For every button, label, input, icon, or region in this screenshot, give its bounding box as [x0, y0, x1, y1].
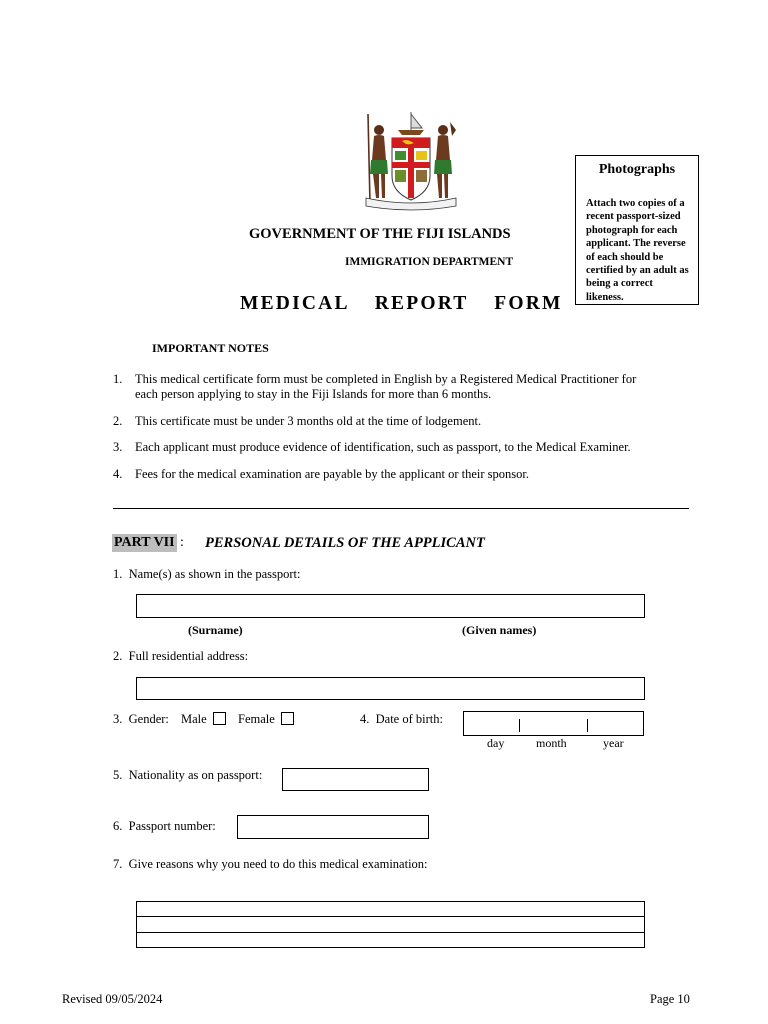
photographs-instructions: Attach two copies of a recent passport-sized photograph for each applicant. The reverse of each should be certified by an adult as being a correct likeness. [586, 198, 689, 303]
male-label: Male [181, 712, 207, 726]
department-heading: IMMIGRATION DEPARTMENT [345, 256, 514, 268]
section-divider [113, 508, 689, 509]
page-number: Page 10 [650, 992, 690, 1006]
date-separator [587, 719, 588, 732]
male-checkbox[interactable] [213, 712, 226, 725]
note-number: 2. [113, 414, 123, 428]
question-passport-number: 6. Passport number: [113, 819, 216, 833]
date-of-birth-input[interactable] [463, 711, 644, 736]
month-label: month [536, 736, 567, 750]
date-separator [519, 719, 520, 732]
note-number: 3. [113, 440, 123, 454]
question-name: 1. Name(s) as shown in the passport: [113, 567, 301, 581]
given-names-label: (Given names) [462, 623, 537, 637]
photographs-box[interactable] [575, 155, 699, 305]
reasons-input[interactable] [136, 901, 645, 948]
address-input[interactable] [136, 677, 645, 700]
note-number: 1. [113, 372, 123, 386]
reasons-line [136, 916, 645, 917]
question-reasons: 7. Give reasons why you need to do this medical examination: [113, 857, 428, 871]
form-title: MEDICAL REPORT FORM [240, 293, 563, 314]
year-label: year [603, 736, 624, 750]
passport-number-input[interactable] [237, 815, 429, 839]
photographs-title: Photographs [598, 162, 676, 177]
female-label: Female [238, 712, 275, 726]
nationality-input[interactable] [282, 768, 429, 791]
question-date-of-birth: 4. Date of birth: [360, 712, 443, 726]
part-colon: : [180, 535, 184, 550]
note-text: This certificate must be under 3 months old at the time of lodgement. [135, 414, 482, 428]
note-text: Fees for the medical examination are payable by the applicant or their sponsor. [135, 467, 529, 481]
female-checkbox[interactable] [281, 712, 294, 725]
name-input[interactable] [136, 594, 645, 618]
note-text: This medical certificate form must be completed in English by a Registered Medical Practitioner for each person applying to stay in the Fiji Islands for more than 6 months. [135, 372, 637, 401]
revised-date: Revised 09/05/2024 [62, 992, 163, 1006]
reasons-line [136, 932, 645, 933]
day-label: day [487, 736, 505, 750]
question-address: 2. Full residential address: [113, 649, 249, 663]
coat-of-arms-emblem [362, 108, 460, 212]
question-gender: 3. Gender: [113, 712, 169, 726]
note-text: Each applicant must produce evidence of identification, such as passport, to the Medical Examiner. [135, 440, 631, 454]
question-nationality: 5. Nationality as on passport: [113, 768, 263, 782]
government-heading: GOVERNMENT OF THE FIJI ISLANDS [249, 226, 511, 242]
part-label: PART VII [114, 535, 175, 550]
note-number: 4. [113, 467, 123, 481]
surname-label: (Surname) [188, 623, 243, 637]
part-title: PERSONAL DETAILS OF THE APPLICANT [205, 535, 485, 551]
important-notes-heading: IMPORTANT NOTES [152, 341, 269, 355]
